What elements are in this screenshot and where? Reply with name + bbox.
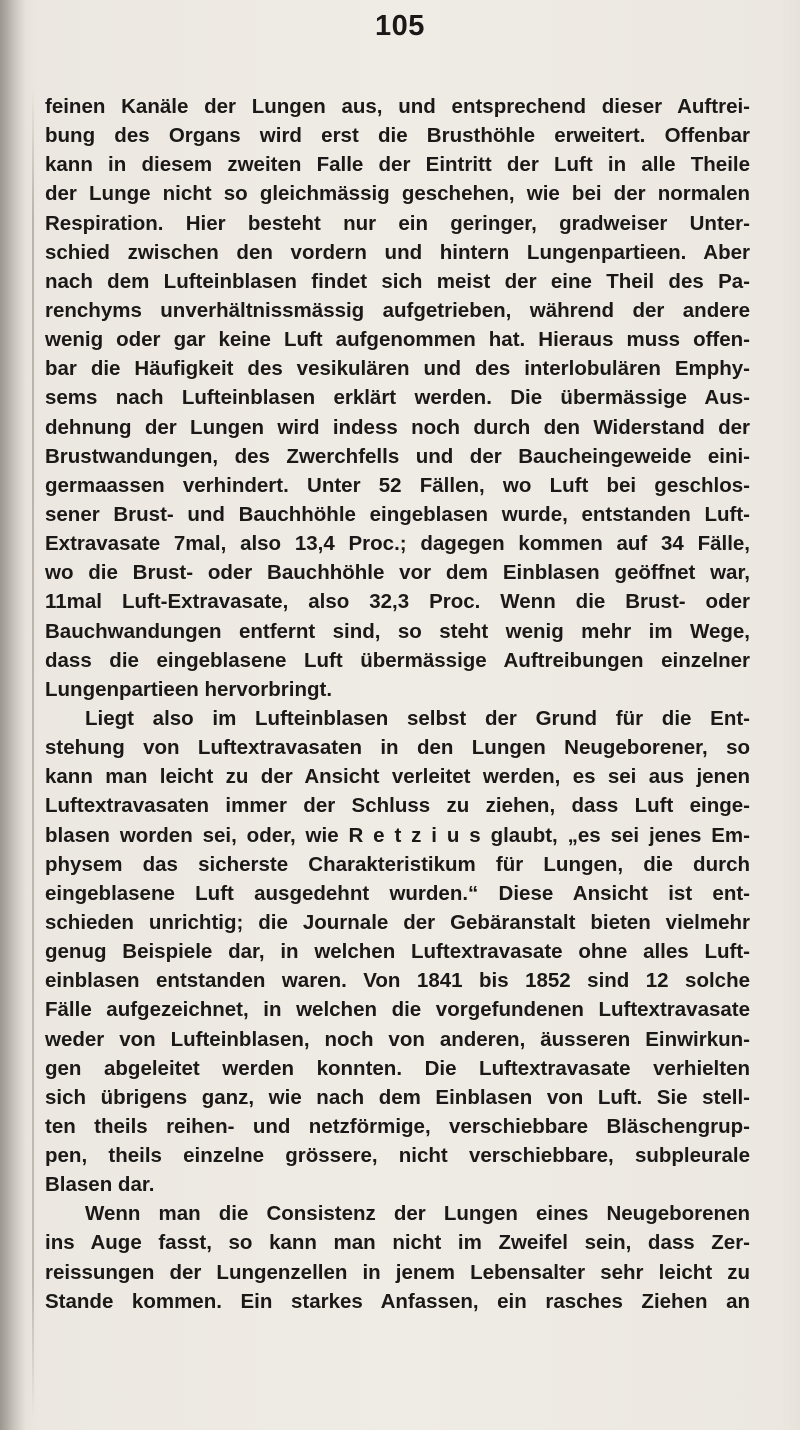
text-line: physem das sicherste Charakteristikum für Lungen, die durch: [45, 852, 750, 876]
text-line: der Lunge nicht so gleichmässig geschehen, wie bei der normalen: [45, 182, 750, 206]
text-line: Liegt also im Lufteinblasen selbst der Grund für die Ent-: [85, 706, 750, 730]
text-line: schied zwischen den vordern und hintern Lungenpartieen. Aber: [45, 240, 750, 264]
text-line: sener Brust- und Bauchhöhle eingeblasen wurde, entstanden Luft-: [45, 502, 750, 526]
text-line: kann in diesem zweiten Falle der Eintritt der Luft in alle Theile: [45, 153, 750, 177]
text-line: Luftextravasaten immer der Schluss zu ziehen, dass Luft einge-: [45, 794, 750, 818]
text-line: eingeblasene Luft ausgedehnt wurden.“ Diese Ansicht ist ent-: [45, 881, 750, 905]
text-line: reissungen der Lungenzellen in jenem Lebensalter sehr leicht zu: [45, 1260, 750, 1284]
text-line: germaassen verhindert. Unter 52 Fällen, wo Luft bei geschlos-: [45, 473, 750, 497]
text-line: genug Beispiele dar, in welchen Luftextravasate ohne alles Luft-: [45, 940, 750, 964]
text-line: Wenn man die Consistenz der Lungen eines Neugeborenen: [85, 1202, 750, 1226]
text-line: dehnung der Lungen wird indess noch durch den Widerstand der: [45, 415, 750, 439]
text-line: Brustwandungen, des Zwerchfells und der Baucheingeweide eini-: [45, 444, 750, 468]
text-line: weder von Lufteinblasen, noch von anderen, äusseren Einwirkun-: [45, 1027, 750, 1051]
body-text: [45, 92, 750, 1316]
text-line: kann man leicht zu der Ansicht verleitet werden, es sei aus jenen: [45, 765, 750, 789]
text-line: ins Auge fasst, so kann man nicht im Zweifel sein, dass Zer-: [45, 1231, 750, 1255]
text-line: stehung von Luftextravasaten in den Lungen Neugeborener, so: [45, 736, 750, 760]
text-line: ten theils reihen- und netzförmige, verschiebbare Bläschengrup-: [45, 1114, 750, 1138]
text-line: wo die Brust- oder Bauchhöhle vor dem Einblasen geöffnet war,: [45, 561, 750, 585]
text-line: renchyms unverhältnissmässig aufgetrieben, während der andere: [45, 298, 750, 322]
text-line: feinen Kanäle der Lungen aus, und entsprechend dieser Auftrei-: [45, 95, 750, 118]
text-line: Lungenpartieen hervorbringt.: [45, 677, 333, 701]
text-line: bar die Häufigkeit des vesikulären und des interlobulären Emphy-: [45, 357, 750, 381]
text-line: sems nach Lufteinblasen erklärt werden. Die übermässige Aus-: [45, 386, 750, 410]
text-line: einblasen entstanden waren. Von 1841 bis 1852 sind 12 solche: [45, 969, 750, 993]
text-line: dass die eingeblasene Luft übermässige Auftreibungen einzelner: [45, 648, 750, 672]
binding-edge: [32, 88, 34, 1418]
text-line: Extravasate 7mal, also 13,4 Proc.; dagegen kommen auf 34 Fälle,: [45, 532, 750, 556]
binding-shadow: [0, 0, 26, 1430]
text-line: wenig oder gar keine Luft aufgenommen hat. Hieraus muss offen-: [45, 328, 750, 352]
text-line: pen, theils einzelne grössere, nicht verschiebbare, subpleurale: [45, 1144, 750, 1168]
text-line: schieden unrichtig; die Journale der Gebäranstalt bieten vielmehr: [45, 910, 750, 934]
text-line: Bauchwandungen entfernt sind, so steht wenig mehr im Wege,: [45, 619, 750, 643]
text-line: gen abgeleitet werden konnten. Die Luftextravasate verhielten: [45, 1056, 750, 1080]
text-line: Blasen dar.: [45, 1173, 155, 1197]
text-line: sich übrigens ganz, wie nach dem Einblasen von Luft. Sie stell-: [45, 1085, 750, 1109]
text-line: Fälle aufgezeichnet, in welchen die vorgefundenen Luftextravasate: [45, 998, 750, 1022]
page-number: 105: [375, 10, 425, 42]
text-line: Respiration. Hier besteht nur ein geringer, gradweiser Unter-: [45, 211, 750, 235]
text-line: blasen worden sei, oder, wie R e t z i u s glaubt, „es sei jenes Em-: [45, 823, 750, 847]
text-line: bung des Organs wird erst die Brusthöhle erweitert. Offenbar: [45, 124, 750, 148]
text-line: Stande kommen. Ein starkes Anfassen, ein rasches Ziehen an: [45, 1289, 750, 1313]
text-line: nach dem Lufteinblasen findet sich meist der eine Theil des Pa-: [45, 269, 750, 293]
text-line: 11mal Luft-Extravasate, also 32,3 Proc. Wenn die Brust- oder: [45, 590, 750, 614]
